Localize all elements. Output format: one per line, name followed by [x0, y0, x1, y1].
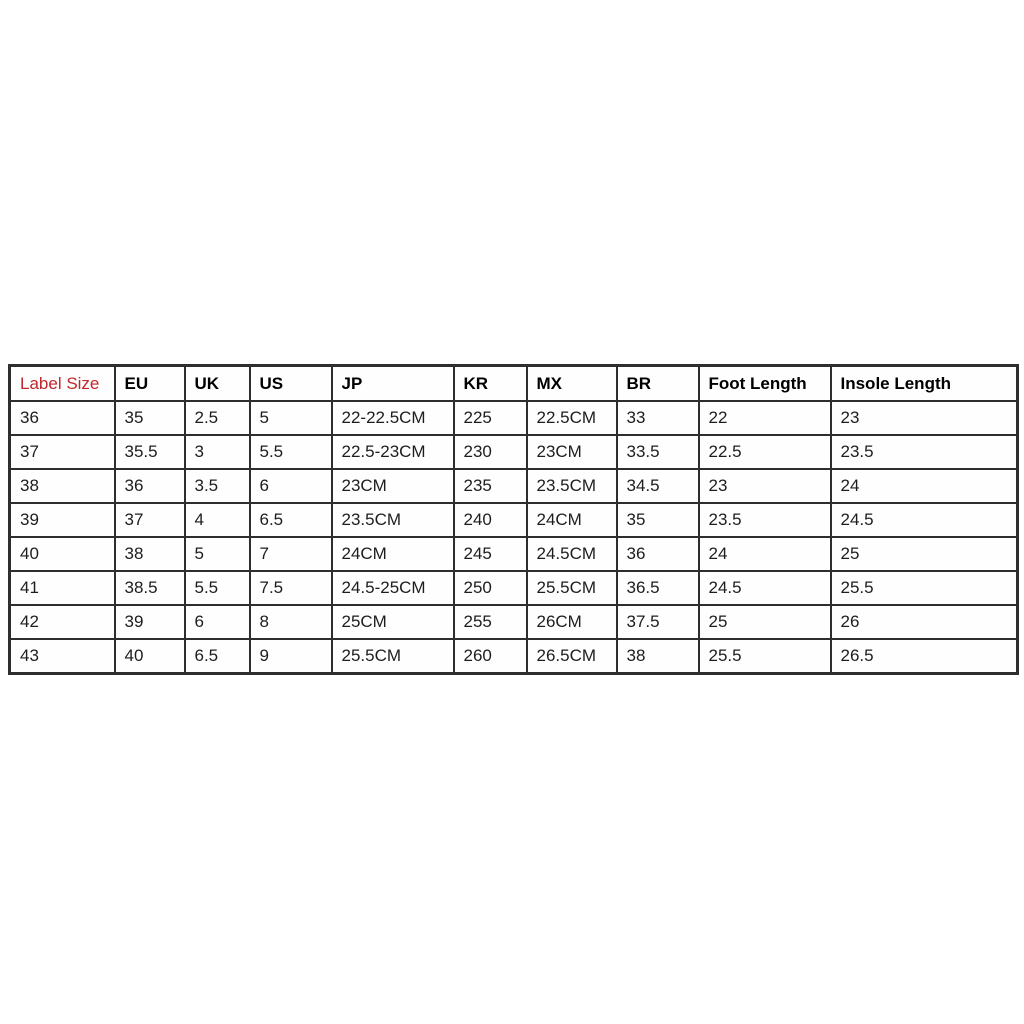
table-cell: 33.5: [617, 435, 699, 469]
table-row: [10, 401, 1018, 435]
table-cell: 23CM: [332, 469, 454, 503]
table-cell: 23.5: [831, 435, 1018, 469]
header-cell-kr: KR: [454, 366, 527, 402]
table-cell: 40: [10, 537, 115, 571]
table-row: [10, 469, 1018, 503]
table-cell: 23: [831, 401, 1018, 435]
table-body: [10, 401, 1018, 674]
table-cell: 25.5: [831, 571, 1018, 605]
table-cell: 22-22.5CM: [332, 401, 454, 435]
table-cell: 6.5: [250, 503, 332, 537]
table-cell: 235: [454, 469, 527, 503]
table-cell: 23.5CM: [527, 469, 617, 503]
table-cell: 38: [115, 537, 185, 571]
header-cell-br: BR: [617, 366, 699, 402]
table-row: [10, 571, 1018, 605]
table-cell: 7.5: [250, 571, 332, 605]
table-cell: 8: [250, 605, 332, 639]
table-cell: 33: [617, 401, 699, 435]
table-cell: 24.5CM: [527, 537, 617, 571]
header-cell-mx: MX: [527, 366, 617, 402]
table-cell: 5: [250, 401, 332, 435]
table-cell: 39: [10, 503, 115, 537]
table-cell: 36: [115, 469, 185, 503]
table-cell: 23: [699, 469, 831, 503]
table-cell: 26.5: [831, 639, 1018, 674]
table-cell: 23.5: [699, 503, 831, 537]
table-cell: 2.5: [185, 401, 250, 435]
table-row: [10, 639, 1018, 674]
table-cell: 38: [617, 639, 699, 674]
table-row: [10, 435, 1018, 469]
table-cell: 37.5: [617, 605, 699, 639]
table-cell: 35: [617, 503, 699, 537]
table-cell: 38: [10, 469, 115, 503]
table-cell: 35.5: [115, 435, 185, 469]
table-cell: 36: [10, 401, 115, 435]
header-cell-jp: JP: [332, 366, 454, 402]
table-cell: 3.5: [185, 469, 250, 503]
header-cell-foot-length: Foot Length: [699, 366, 831, 402]
table-cell: 24: [831, 469, 1018, 503]
table-cell: 24CM: [332, 537, 454, 571]
table-cell: 22: [699, 401, 831, 435]
table-cell: 37: [115, 503, 185, 537]
table-cell: 25.5CM: [332, 639, 454, 674]
table-cell: 38.5: [115, 571, 185, 605]
table-cell: 255: [454, 605, 527, 639]
table-cell: 5.5: [185, 571, 250, 605]
table-cell: 42: [10, 605, 115, 639]
table-cell: 26: [831, 605, 1018, 639]
table-cell: 7: [250, 537, 332, 571]
table-cell: 25: [831, 537, 1018, 571]
table-cell: 260: [454, 639, 527, 674]
table-cell: 22.5-23CM: [332, 435, 454, 469]
header-cell-uk: UK: [185, 366, 250, 402]
table-cell: 25.5CM: [527, 571, 617, 605]
table-cell: 245: [454, 537, 527, 571]
table-row: [10, 503, 1018, 537]
header-cell-us: US: [250, 366, 332, 402]
table-cell: 39: [115, 605, 185, 639]
table-cell: 24CM: [527, 503, 617, 537]
table-cell: 25CM: [332, 605, 454, 639]
table-cell: 26CM: [527, 605, 617, 639]
table-cell: 24.5-25CM: [332, 571, 454, 605]
table-cell: 240: [454, 503, 527, 537]
table-cell: 43: [10, 639, 115, 674]
table-cell: 9: [250, 639, 332, 674]
table-cell: 25.5: [699, 639, 831, 674]
table-cell: 22.5: [699, 435, 831, 469]
table-cell: 35: [115, 401, 185, 435]
table-cell: 24.5: [699, 571, 831, 605]
table-cell: 4: [185, 503, 250, 537]
table-cell: 6: [250, 469, 332, 503]
table-cell: 37: [10, 435, 115, 469]
header-cell-insole-length: Insole Length: [831, 366, 1018, 402]
table-cell: 5: [185, 537, 250, 571]
table-row: [10, 537, 1018, 571]
table-cell: 36: [617, 537, 699, 571]
table-cell: 230: [454, 435, 527, 469]
table-cell: 41: [10, 571, 115, 605]
table-cell: 22.5CM: [527, 401, 617, 435]
header-row: [10, 366, 1018, 402]
table-cell: 25: [699, 605, 831, 639]
table-cell: 36.5: [617, 571, 699, 605]
table-cell: 5.5: [250, 435, 332, 469]
size-conversion-table: [8, 364, 1019, 675]
table-cell: 23CM: [527, 435, 617, 469]
table-cell: 3: [185, 435, 250, 469]
table-cell: 24.5: [831, 503, 1018, 537]
table-row: [10, 605, 1018, 639]
table-cell: 34.5: [617, 469, 699, 503]
header-cell-eu: EU: [115, 366, 185, 402]
table-cell: 26.5CM: [527, 639, 617, 674]
header-cell-label-size: Label Size: [10, 366, 115, 402]
table-cell: 6.5: [185, 639, 250, 674]
table-cell: 250: [454, 571, 527, 605]
table-cell: 23.5CM: [332, 503, 454, 537]
table-cell: 40: [115, 639, 185, 674]
table-cell: 24: [699, 537, 831, 571]
table-cell: 225: [454, 401, 527, 435]
table-cell: 6: [185, 605, 250, 639]
